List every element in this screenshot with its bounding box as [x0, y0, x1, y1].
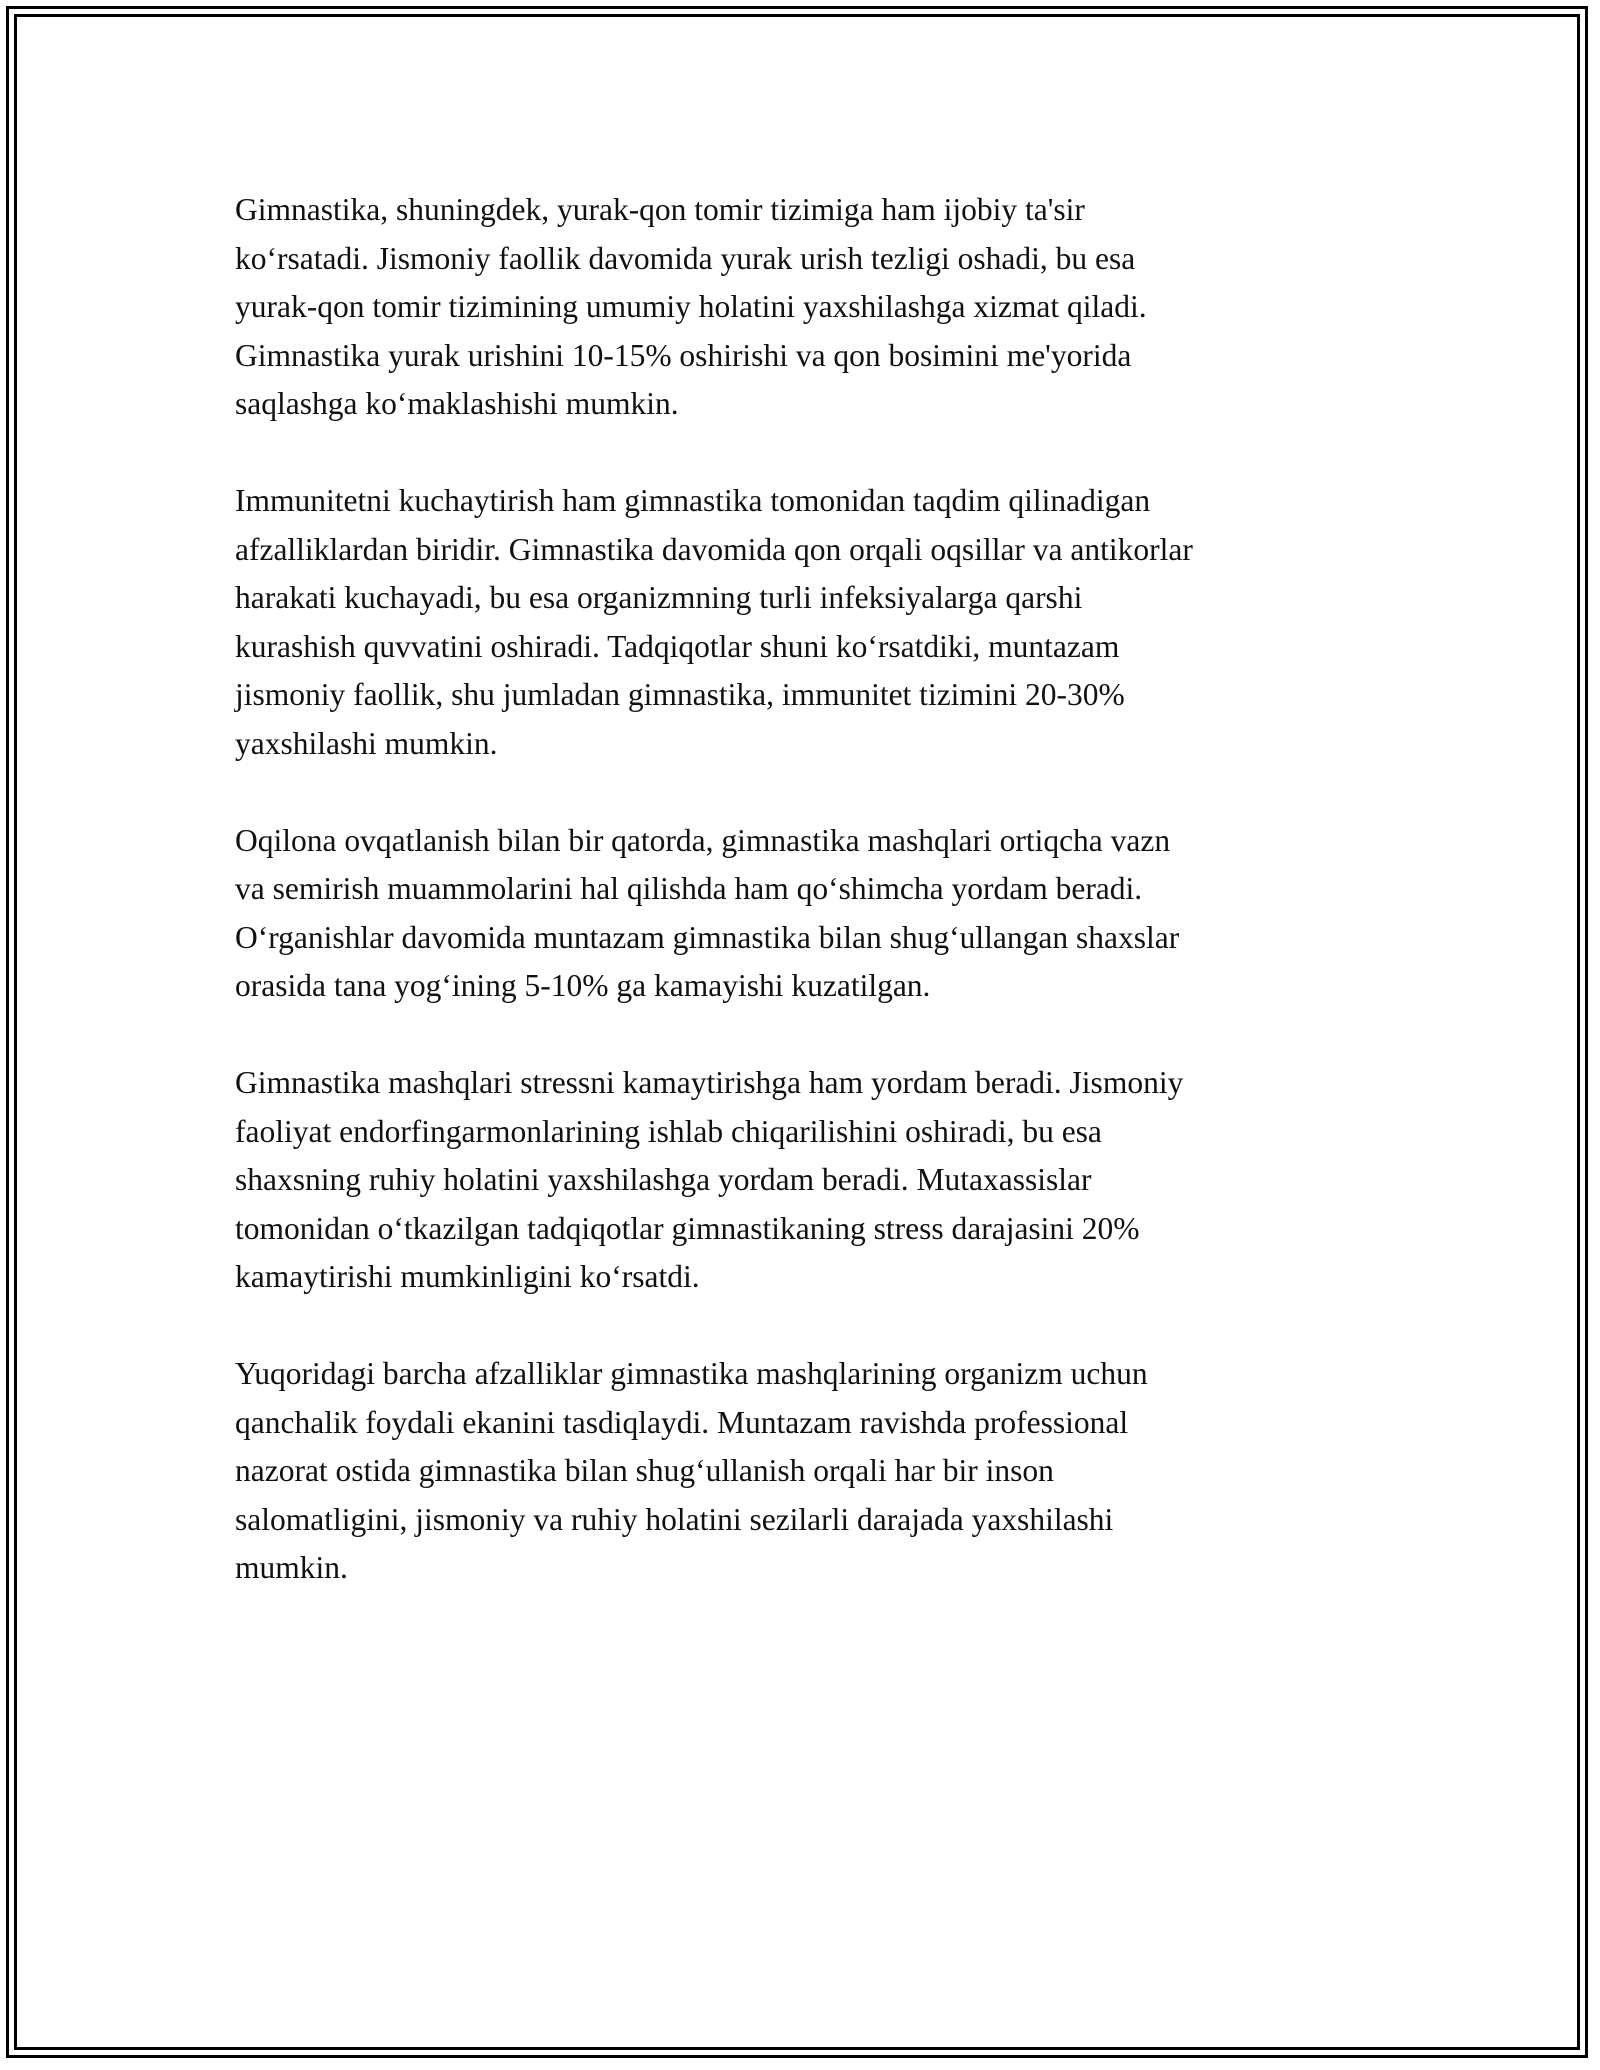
paragraph-cardiovascular: Gimnastika, shuningdek, yurak-qon tomir tizimiga ham ijobiy ta'sir ko‘rsatadi. Jismoniy faollik davomida yurak urish tezligi oshadi, bu esa yurak-qon tomir tizimining umumiy holatini yaxshilashga xizmat qiladi. Gimnastika yurak urishini 10-15% oshirishi va qon bosimini me'yorida saqlashga ko‘maklashishi mumkin.: [235, 192, 1147, 421]
document-body: [235, 186, 1385, 1641]
paragraph-stress: Gimnastika mashqlari stressni kamaytirishga ham yordam beradi. Jismoniy faoliyat endorfingarmonlarining ishlab chiqarilishini oshiradi, bu esa shaxsning ruhiy holatini yaxshilashga yordam beradi. Mutaxassislar tomonidan o‘tkazilgan tadqiqotlar gimnastikaning stress darajasini 20% kamaytirishi mumkinligini ko‘rsatdi.: [235, 1065, 1184, 1294]
paragraph-immunity: Immunitetni kuchaytirish ham gimnastika tomonidan taqdim qilinadigan afzalliklardan biridir. Gimnastika davomida qon orqali oqsillar va antikorlar harakati kuchayadi, bu esa organizmning turli infeksiyalarga qarshi kurashish quvvatini oshiradi. Tadqiqotlar shuni ko‘rsatdiki, muntazam jismoniy faollik, shu jumladan gimnastika, immunitet tizimini 20-30% yaxshilashi mumkin.: [235, 483, 1193, 761]
paragraph-weight: Oqilona ovqatlanish bilan bir qatorda, gimnastika mashqlari ortiqcha vazn va semirish muammolarini hal qilishda ham qo‘shimcha yordam beradi. O‘rganishlar davomida muntazam gimnastika bilan shug‘ullangan shaxslar orasida tana yog‘ining 5-10% ga kamayishi kuzatilgan.: [235, 822, 1180, 1003]
paragraph-conclusion: Yuqoridagi barcha afzalliklar gimnastika mashqlarining organizm uchun qanchalik foydali ekanini tasdiqlaydi. Muntazam ravishda professional nazorat ostida gimnastika bilan shug‘ullanish orqali har bir inson salomatligini, jismoniy va ruhiy holatini sezilarli darajada yaxshilashi mumkin.: [235, 1356, 1148, 1585]
